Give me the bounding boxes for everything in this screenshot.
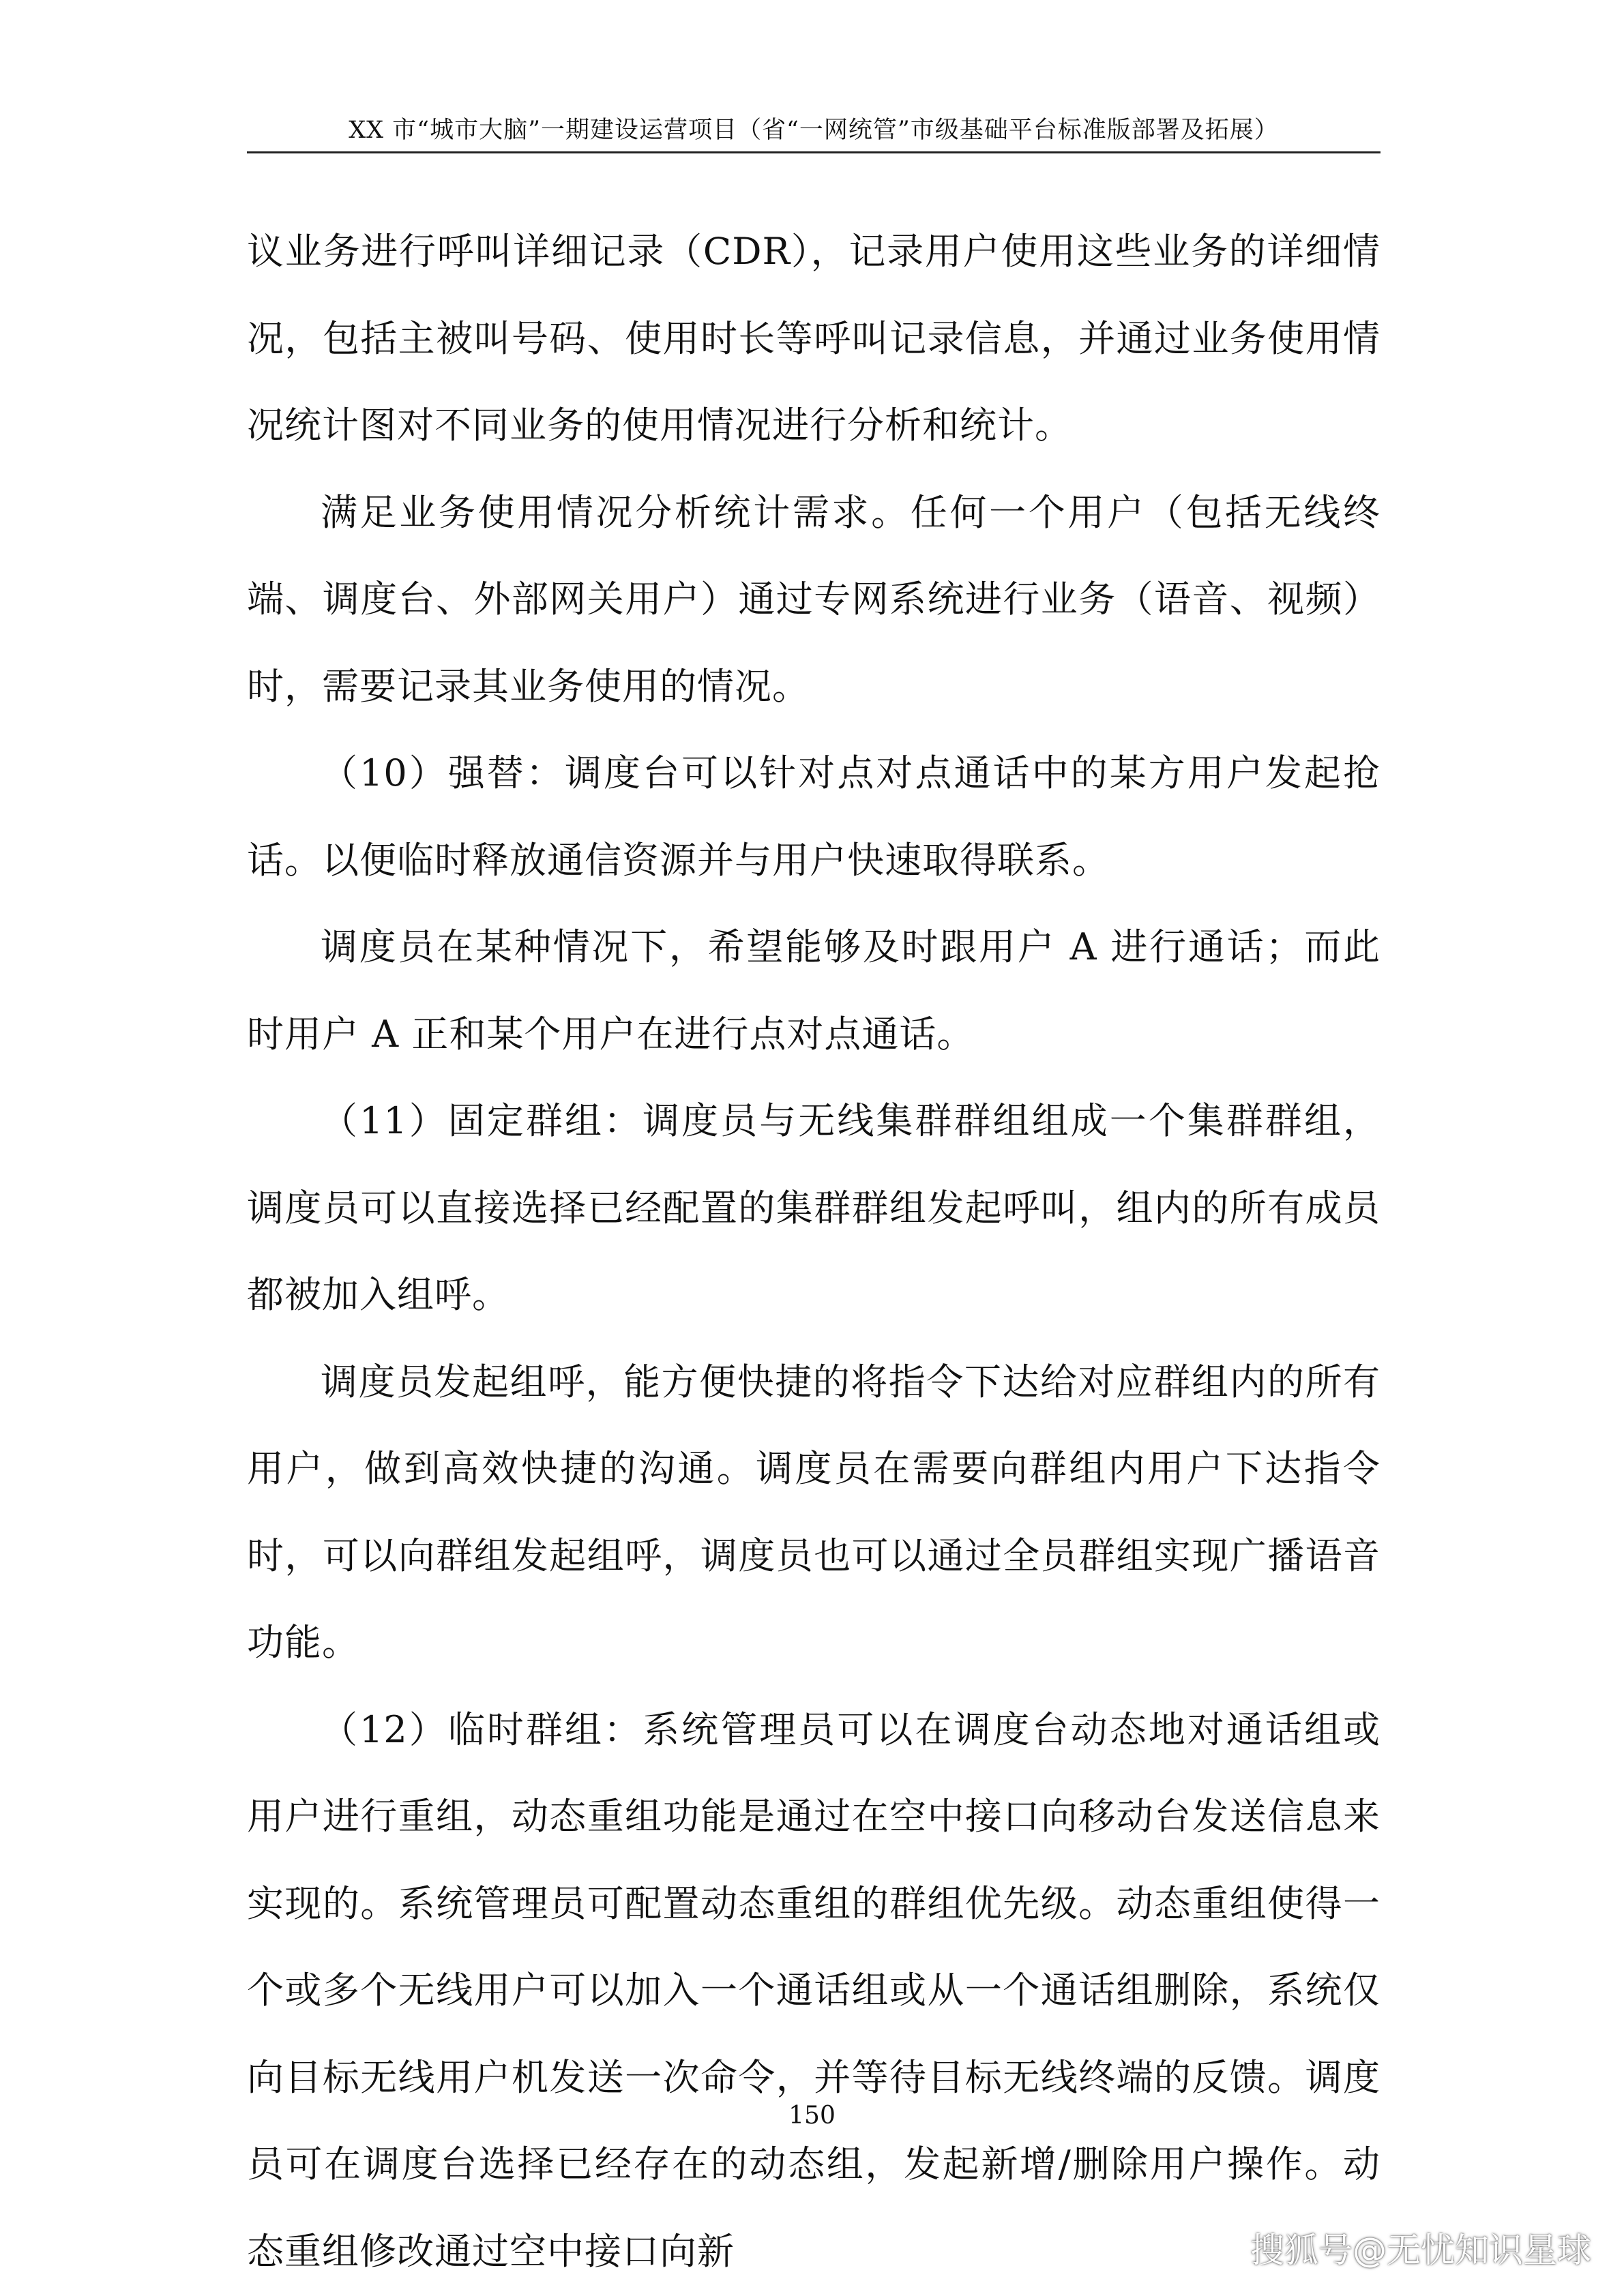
paragraph-item-11-fixed-group: （11）固定群组：调度员与无线集群群组组成一个集群群组，调度员可以直接选择已经配置的集群群组发起呼叫，组内的所有成员都被加入组呼。 — [247, 1099, 1381, 1316]
paragraph-item-10-override: （10）强替：调度台可以针对点对点通话中的某方用户发起抢话。以便临时释放通信资源并与用户快速取得联系。 — [247, 751, 1381, 882]
paragraph-item-11-scenario: 调度员发起组呼，能方便快捷的将指令下达给对应群组内的所有用户，做到高效快捷的沟通。调度员在需要向群组内用户下达指令时，可以向群组发起组呼，调度员也可以通过全员群组实现广播语音功能。 — [247, 1360, 1381, 1664]
paragraph-cdr-continuation: 议业务进行呼叫详细记录（CDR），记录用户使用这些业务的详细情况，包括主被叫号码、使用时长等呼叫记录信息，并通过业务使用情况统计图对不同业务的使用情况进行分析和统计。 — [247, 230, 1381, 447]
body-text — [247, 208, 1381, 2295]
paragraph-item-12-temporary-group: （12）临时群组：系统管理员可以在调度台动态地对通话组或用户进行重组，动态重组功能是通过在空中接口向移动台发送信息来实现的。系统管理员可配置动态重组的群组优先级。动态重组使得一个或多个无线用户可以加入一个通话组或从一个通话组删除，系统仅向目标无线用户机发送一次命令，并等待目标无线终端的反馈。调度员可在调度台选择已经存在的动态组，发起新增/删除用户操作。动态重组修改通过空中接口向新 — [247, 1708, 1381, 2273]
paragraph-item-10-scenario: 调度员在某种情况下，希望能够及时跟用户 A 进行通话；而此时用户 A 正和某个用户在进行点对点通话。 — [247, 925, 1381, 1056]
watermark: 搜狐号@无忧知识星球 — [1250, 2231, 1591, 2270]
header-rule — [247, 151, 1381, 153]
running-header: XX 市“城市大脑”一期建设运营项目（省“一网统管”市级基础平台标准版部署及拓展） — [349, 117, 1279, 144]
page-number: 150 — [788, 2102, 836, 2130]
paragraph-usage-statistics: 满足业务使用情况分析统计需求。任何一个用户（包括无线终端、调度台、外部网关用户）通过专网系统进行业务（语音、视频）时，需要记录其业务使用的情况。 — [247, 490, 1381, 708]
